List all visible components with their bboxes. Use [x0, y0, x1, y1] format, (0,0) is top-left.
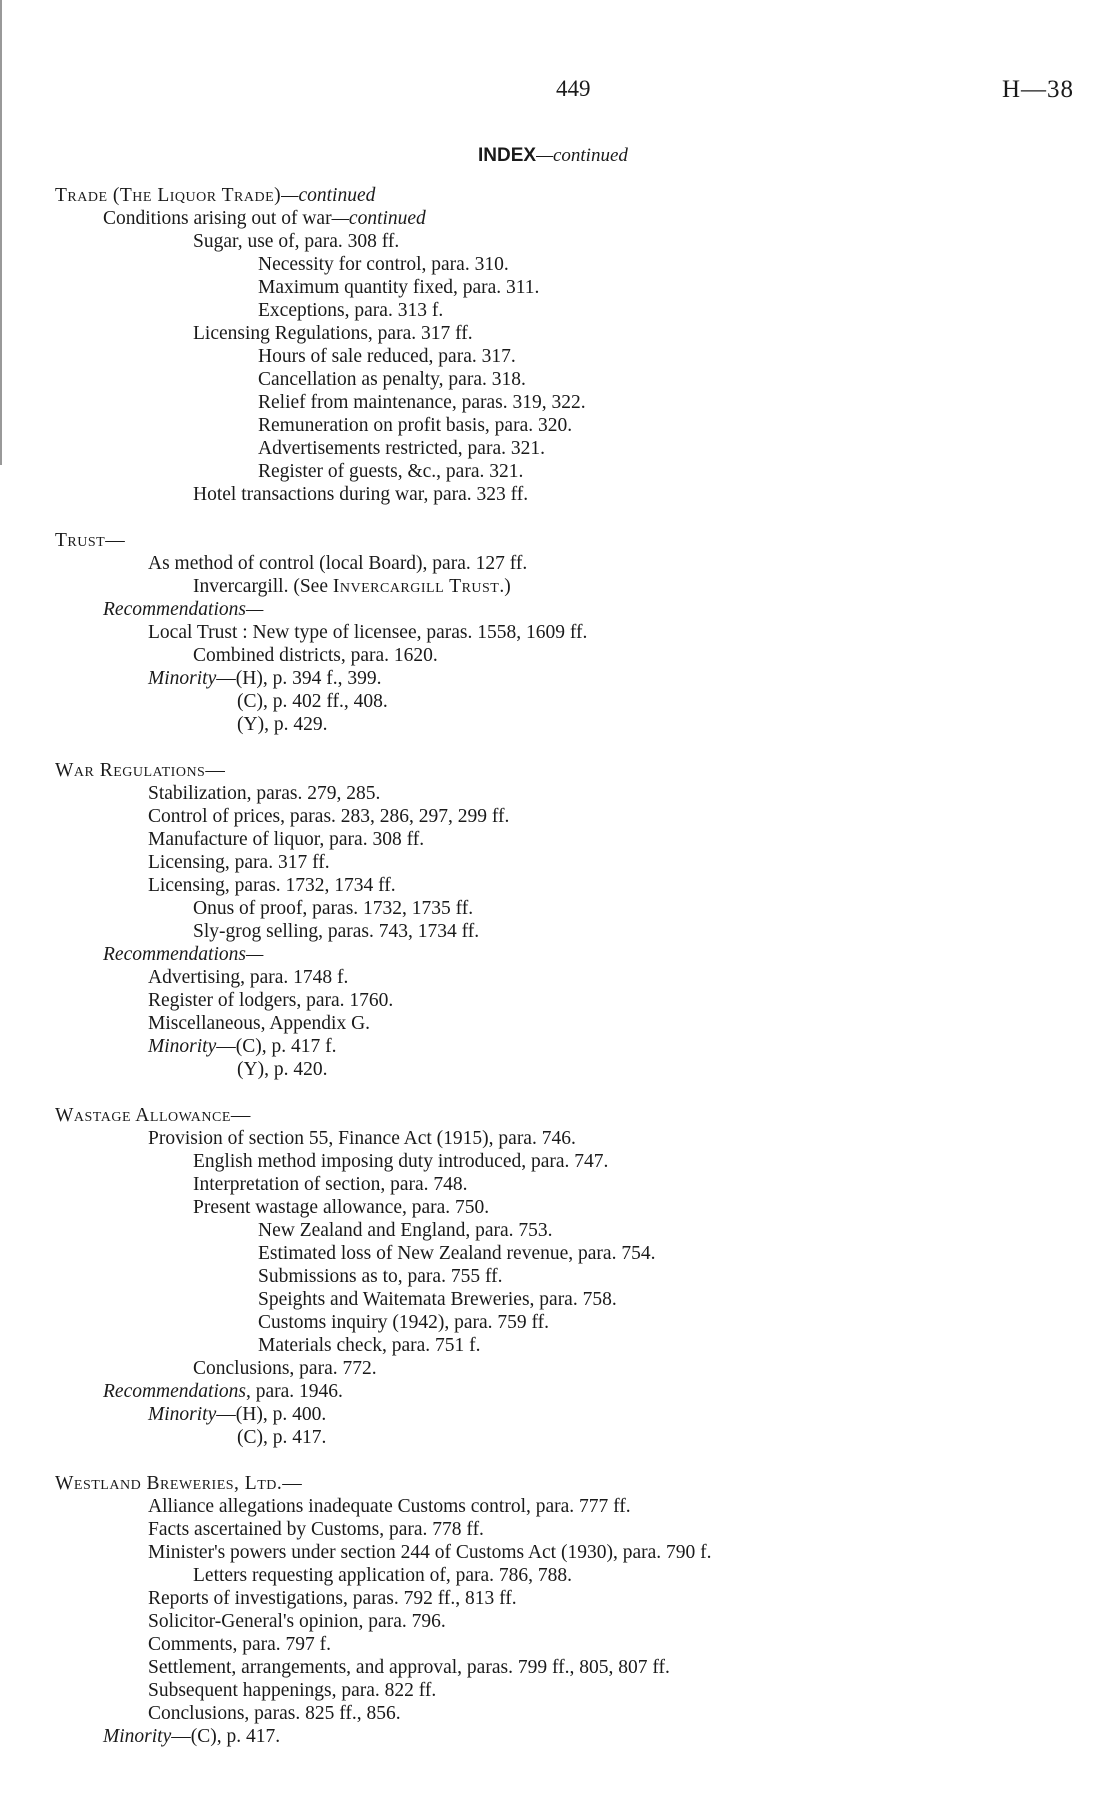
index-line: [0, 1334, 1114, 1357]
index-text: Materials check, para. 751 f.: [258, 1335, 481, 1356]
index-text: Conclusions, para. 772.: [193, 1358, 377, 1379]
index-text: As method of control (local Board), para. 127 ff.: [148, 553, 528, 574]
index-text: —(C), p. 417 f.: [216, 1036, 337, 1057]
index-text: Trade (The Liquor Trade): [55, 185, 282, 206]
index-line: [0, 1656, 1114, 1679]
index-text: .): [499, 576, 511, 597]
index-line: [0, 897, 1114, 920]
index-line: [0, 1380, 1114, 1403]
index-line: [0, 1610, 1114, 1633]
index-line: [0, 1265, 1114, 1288]
index-line: [0, 529, 1114, 552]
index-text: Facts ascertained by Customs, para. 778 ff.: [148, 1519, 484, 1540]
index-text: Sugar, use of, para. 308 ff.: [193, 231, 400, 252]
index-line: [0, 391, 1114, 414]
index-text: Remuneration on profit basis, para. 320.: [258, 415, 573, 436]
index-text: —continued: [281, 185, 376, 206]
index-line: [0, 874, 1114, 897]
index-line: [0, 1288, 1114, 1311]
index-line: [0, 851, 1114, 874]
index-line: [0, 713, 1114, 736]
index-text: Advertisements restricted, para. 321.: [258, 438, 545, 459]
index-text: Necessity for control, para. 310.: [258, 254, 509, 275]
index-text: New Zealand and England, para. 753.: [258, 1220, 553, 1241]
index-line: [0, 1219, 1114, 1242]
index-text: Combined districts, para. 1620.: [193, 645, 438, 666]
index-line: [0, 1012, 1114, 1035]
spacer: [0, 1081, 1114, 1104]
index-text: Maximum quantity fixed, para. 311.: [258, 277, 540, 298]
index-line: [0, 1725, 1114, 1748]
index-line: [0, 1495, 1114, 1518]
index-line: [0, 644, 1114, 667]
index-line: [0, 322, 1114, 345]
index-line: [0, 966, 1114, 989]
index-text: Licensing, para. 317 ff.: [148, 852, 330, 873]
index-line: [0, 1173, 1114, 1196]
index-text: Licensing Regulations, para. 317 ff.: [193, 323, 473, 344]
index-text: Alliance allegations inadequate Customs control, para. 777 ff.: [148, 1496, 631, 1517]
index-line: [0, 1357, 1114, 1380]
index-line: [0, 1702, 1114, 1725]
index-text: Hotel transactions during war, para. 323 ff.: [193, 484, 529, 505]
index-text: Reports of investigations, paras. 792 ff., 813 ff.: [148, 1588, 517, 1609]
index-text: Interpretation of section, para. 748.: [193, 1174, 468, 1195]
index-line: [0, 667, 1114, 690]
index-line: [0, 920, 1114, 943]
index-line: [0, 1403, 1114, 1426]
index-line: [0, 184, 1114, 207]
index-text: Minister's powers under section 244 of Customs Act (1930), para. 790 f.: [148, 1542, 712, 1563]
index-line: [0, 943, 1114, 966]
index-text: Exceptions, para. 313 f.: [258, 300, 444, 321]
index-line: [0, 483, 1114, 506]
index-line: [0, 299, 1114, 322]
index-text: Stabilization, paras. 279, 285.: [148, 783, 381, 804]
index-text: Onus of proof, paras. 1732, 1735 ff.: [193, 898, 474, 919]
spacer: [0, 736, 1114, 759]
index-line: [0, 759, 1114, 782]
index-text: —(H), p. 394 f., 399.: [216, 668, 382, 689]
index-text: Recommendations—: [103, 599, 264, 620]
index-text: Hours of sale reduced, para. 317.: [258, 346, 516, 367]
index-entries: [0, 184, 1114, 1748]
index-line: [0, 1242, 1114, 1265]
index-text: Sly-grog selling, paras. 743, 1734 ff.: [193, 921, 480, 942]
index-text: Conclusions, paras. 825 ff., 856.: [148, 1703, 401, 1724]
index-line: [0, 1104, 1114, 1127]
index-text: Cancellation as penalty, para. 318.: [258, 369, 526, 390]
index-text: Conditions arising out of war: [103, 208, 332, 229]
index-text: Recommendations: [103, 1381, 246, 1402]
index-line: [0, 345, 1114, 368]
index-text: Register of lodgers, para. 1760.: [148, 990, 394, 1011]
index-text: Solicitor-General's opinion, para. 796.: [148, 1611, 446, 1632]
index-line: [0, 1311, 1114, 1334]
index-text: Recommendations—: [103, 944, 264, 965]
index-line: [0, 805, 1114, 828]
index-line: [0, 552, 1114, 575]
index-line: [0, 575, 1114, 598]
index-line: [0, 368, 1114, 391]
index-line: [0, 1058, 1114, 1081]
index-line: [0, 1518, 1114, 1541]
index-text: English method imposing duty introduced, para. 747.: [193, 1151, 609, 1172]
index-text: (C), p. 402 ff., 408.: [237, 691, 388, 712]
index-line: [0, 782, 1114, 805]
index-text: Relief from maintenance, paras. 319, 322.: [258, 392, 586, 413]
index-text: (C), p. 417.: [237, 1427, 327, 1448]
index-line: [0, 414, 1114, 437]
index-line: [0, 1633, 1114, 1656]
spacer: [0, 506, 1114, 529]
index-text: War Regulations—: [55, 760, 226, 781]
index-text: Manufacture of liquor, para. 308 ff.: [148, 829, 425, 850]
index-line: [0, 207, 1114, 230]
index-text: (Y), p. 429.: [237, 714, 328, 735]
index-text: Local Trust : New type of licensee, paras. 1558, 1609 ff.: [148, 622, 588, 643]
index-text: Settlement, arrangements, and approval, paras. 799 ff., 805, 807 ff.: [148, 1657, 670, 1678]
index-text: Wastage Allowance—: [55, 1105, 251, 1126]
index-text: Subsequent happenings, para. 822 ff.: [148, 1680, 437, 1701]
index-text: Submissions as to, para. 755 ff.: [258, 1266, 503, 1287]
index-text: Minority: [148, 668, 217, 689]
index-line: [0, 276, 1114, 299]
index-text: Letters requesting application of, para. 786, 788.: [193, 1565, 573, 1586]
spacer: [0, 1449, 1114, 1472]
page-number: 449: [556, 76, 591, 101]
index-text: Estimated loss of New Zealand revenue, para. 754.: [258, 1243, 656, 1264]
index-text: Comments, para. 797 f.: [148, 1634, 332, 1655]
index-text: Licensing, paras. 1732, 1734 ff.: [148, 875, 396, 896]
index-text: Invercargill. (See: [193, 576, 333, 597]
index-line: [0, 598, 1114, 621]
index-text: Advertising, para. 1748 f.: [148, 967, 349, 988]
index-line: [0, 1035, 1114, 1058]
index-text: Customs inquiry (1942), para. 759 ff.: [258, 1312, 550, 1333]
index-line: [0, 1541, 1114, 1564]
index-line: [0, 1150, 1114, 1173]
index-line: [0, 1564, 1114, 1587]
index-line: [0, 1127, 1114, 1150]
index-line: [0, 621, 1114, 644]
index-text: , para. 1946.: [245, 1381, 343, 1402]
index-text: —continued: [331, 208, 426, 229]
index-line: [0, 1426, 1114, 1449]
index-text: Provision of section 55, Finance Act (1915), para. 746.: [148, 1128, 576, 1149]
document-code: H—38: [1002, 76, 1075, 103]
index-text: Minority: [148, 1036, 217, 1057]
index-line: [0, 460, 1114, 483]
index-text: Speights and Waitemata Breweries, para. 758.: [258, 1289, 617, 1310]
index-text: Trust—: [55, 530, 126, 551]
index-title: INDEX: [478, 145, 537, 166]
index-text: Present wastage allowance, para. 750.: [193, 1197, 490, 1218]
index-text: Control of prices, paras. 283, 286, 297, 299 ff.: [148, 806, 510, 827]
index-line: [0, 253, 1114, 276]
index-line: [0, 437, 1114, 460]
index-title-suffix: —continued: [536, 145, 628, 166]
index-text: —(C), p. 417.: [171, 1726, 281, 1747]
index-line: [0, 1587, 1114, 1610]
index-text: Register of guests, &c., para. 321.: [258, 461, 524, 482]
index-line: [0, 230, 1114, 253]
index-line: [0, 1196, 1114, 1219]
index-line: [0, 1472, 1114, 1495]
index-text: Invercargill Trust: [332, 576, 500, 597]
index-heading: [478, 145, 628, 167]
index-text: Minority: [103, 1726, 172, 1747]
index-text: —(H), p. 400.: [216, 1404, 327, 1425]
index-line: [0, 690, 1114, 713]
index-line: [0, 989, 1114, 1012]
index-text: Minority: [148, 1404, 217, 1425]
index-text: Westland Breweries, Ltd.—: [55, 1473, 303, 1494]
index-text: Miscellaneous, Appendix G.: [148, 1013, 371, 1034]
index-line: [0, 828, 1114, 851]
index-text: (Y), p. 420.: [237, 1059, 328, 1080]
index-line: [0, 1679, 1114, 1702]
